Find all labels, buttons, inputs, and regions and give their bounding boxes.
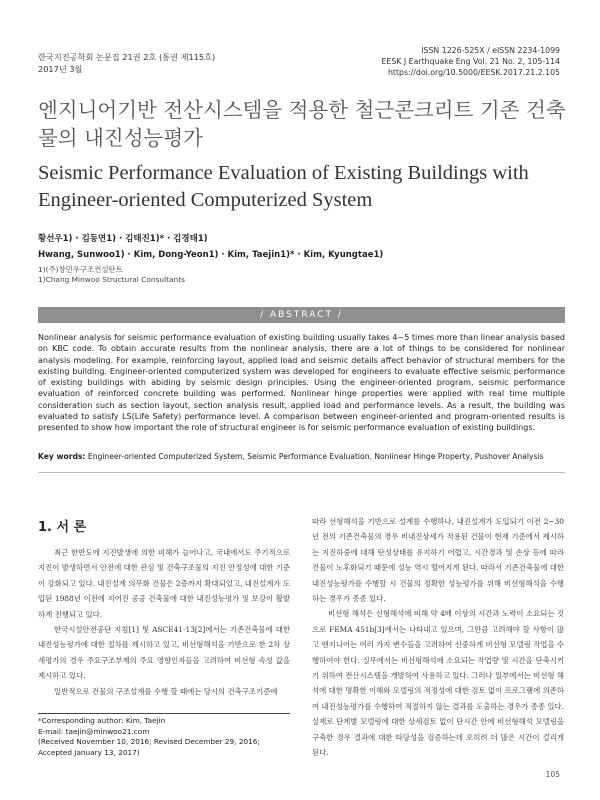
title-english: Seismic Performance Evaluation of Existing Buildings with Engineer-oriented Computerized System xyxy=(38,162,529,211)
issue-date-kr: 2017년 3월 xyxy=(38,63,83,74)
section-title-introduction: 1. 서 론 xyxy=(38,520,87,535)
keywords-label: Key words: xyxy=(38,452,86,461)
paragraph: 일반적으로 건물의 구조설계를 수행 할 때에는 당시의 건축구조기준에 xyxy=(54,686,278,696)
footnote xyxy=(38,716,290,758)
issn: ISSN 1226-525X / eISSN 2234-1099 xyxy=(421,46,560,55)
affiliation xyxy=(38,265,185,284)
corresponding-author: *Corresponding author: Kim, Taejin xyxy=(38,716,166,725)
page-number: 105 xyxy=(545,770,560,779)
title-korean: 엔지니어기반 전산시스템을 적용한 철근콘크리트 기존 건축물의 내진성능평가 xyxy=(38,98,566,150)
paragraph: 비선형 해석은 선형해석에 비해 약 4배 이상의 시간과 노력이 소요되는 것으로 FEMA 451b[3]에서는 나타내고 있으며, 그만큼 고려해야 할 사항이 많고 엔지니어는 여러 가지 변수들을 고려하여 신중하게 비선형 모델링 작업을 수행하여야 한다. 실무에서는 비선형해석에 소요되는 작업량 및 시간을 단축시키기 위하여 전산시스템을 개발하여 사용하고 있다. 그러나 일부에서는 비선형 해석에 대한 명확한 이해와 모델링의 적정성에 대한 검토 없이 프로그램에 의존하여 내진성능평가를 수행하여 적절하지 않는 결과를 도출하는 경우가 종종 있다. 실제로 단계별 모델링에 대한 상세검토 없이 단시간 안에 비선형해석 모델링을 구축한 경우 결과에 대한 타당성을 검증하는데 오히려 더 많은 시간이 걸리게 된다. xyxy=(312,609,564,758)
keywords-divider xyxy=(38,472,565,473)
paragraph: 한국시설안전공단 지침[1] 및 ASCE41-13[2]에서는 기존건축물에 대한 내진성능평가에 대한 절차를 제시하고 있고, 비선형해석을 기반으로 한 2차 상세평가의 경우 주요구조부재의 주요 영향인자들을 고려하여 비선형 속성 값을 제시하고 있다. xyxy=(38,625,290,681)
keywords xyxy=(38,452,565,461)
journal-name-en: EESK J Earthquake Eng Vol. 21 No. 2, 105-114 xyxy=(381,57,560,66)
keywords-list: Engineer-oriented Computerized System, Seismic Performance Evaluation, Nonlinear Hinge Property, Pushover Analysis xyxy=(87,452,544,461)
authors-english: Hwang, Sunwoo1) · Kim, Dong-Yeon1) · Kim, Taejin1)* · Kim, Kyungtae1) xyxy=(38,250,384,260)
body-column-right xyxy=(312,514,564,761)
affiliation-english: 1)Chang Minwoo Structural Consultants xyxy=(38,274,185,284)
abstract-text: Nonlinear analysis for seismic performance evaluation of existing building usually takes 4~5 times more than linear analysis based on KBC code. To obtain accurate results from the nonlinear analysis, there are a lot of things to be considered for nonlinear analysis modeling. For example, reinforcing layout, applied load and seismic details affect behavior of structural members for the existing building. Engineer-oriented computerized system was developed for engineers to evaluate effective seismic performance of existing buildings with abiding by seismic design principles. Using the engineer-oriented program, seismic performance evaluation of reinforced concrete building was performed. Nonlinear hinge properties were applied with real time multiple consideration such as section layout, section analysis result, applied load and performance levels. As a result, the building was evaluated to satisfy LS(Life Safety) performance level. A comparison between engineer-oriented and program-oriented results is presented to show how important the role of structural engineer is for seismic performance evaluation of existing buildings. xyxy=(38,333,565,433)
received-dates: (Received November 10, 2016; Revised December 29, 2016; Accepted January 13, 2017) xyxy=(38,737,260,757)
paragraph: 따라 선형해석을 기반으로 설계를 수행하나, 내진설계가 도입되기 이전 2~30년 전의 기존건축물의 경우 비내진상세가 적용된 건물이 현재 기준에서 제시하는 지진하중에 대해 탄성상태를 유지하기 어렵고, 시간경과 및 손상 등에 따라 건물이 노후화되기 때문에 성능 역시 떨어지게 된다. 따라서 기존건축물에 대한 내진성능평가를 수행할 시 건물의 정확한 성능평가를 위해 비선형해석을 수행하는 경우가 종종 있다. xyxy=(312,517,564,604)
abstract-heading: / ABSTRACT / xyxy=(38,307,565,323)
doi-link[interactable]: https://doi.org/10.5000/EESK.2017.21.2.105 xyxy=(387,68,560,77)
journal-header-left xyxy=(38,52,215,75)
journal-name-kr: 한국지진공학회 논문집 21권 2호 (통권 제115호) xyxy=(38,52,216,62)
footnote-divider xyxy=(38,713,290,714)
body-column-left xyxy=(38,545,290,699)
author-email[interactable]: E-mail: taejin@minwoo21.com xyxy=(38,726,150,736)
paragraph: 최근 한반도에 지진발생에 의한 피해가 늘어나고, 국내에서도 주기적으로 지진이 발생하면서 안전에 대한 관심 및 건축구조물의 지진 안정성에 대한 기준이 강화되고 있다. 내진설계 의무화 건물은 2층까지 확대되었고, 내진설계가 도입된 1988년 이전에 지어진 공공 건축물에 대한 내진성능평가 및 보강이 활발하게 진행되고 있다. xyxy=(38,548,290,619)
authors-korean: 황선우1) · 김동연1) · 김태진1)* · 김경태1) xyxy=(38,234,208,244)
affiliation-korean: 1)(주)창민우구조컨설탄트 xyxy=(38,265,123,274)
journal-header-right xyxy=(382,45,561,78)
